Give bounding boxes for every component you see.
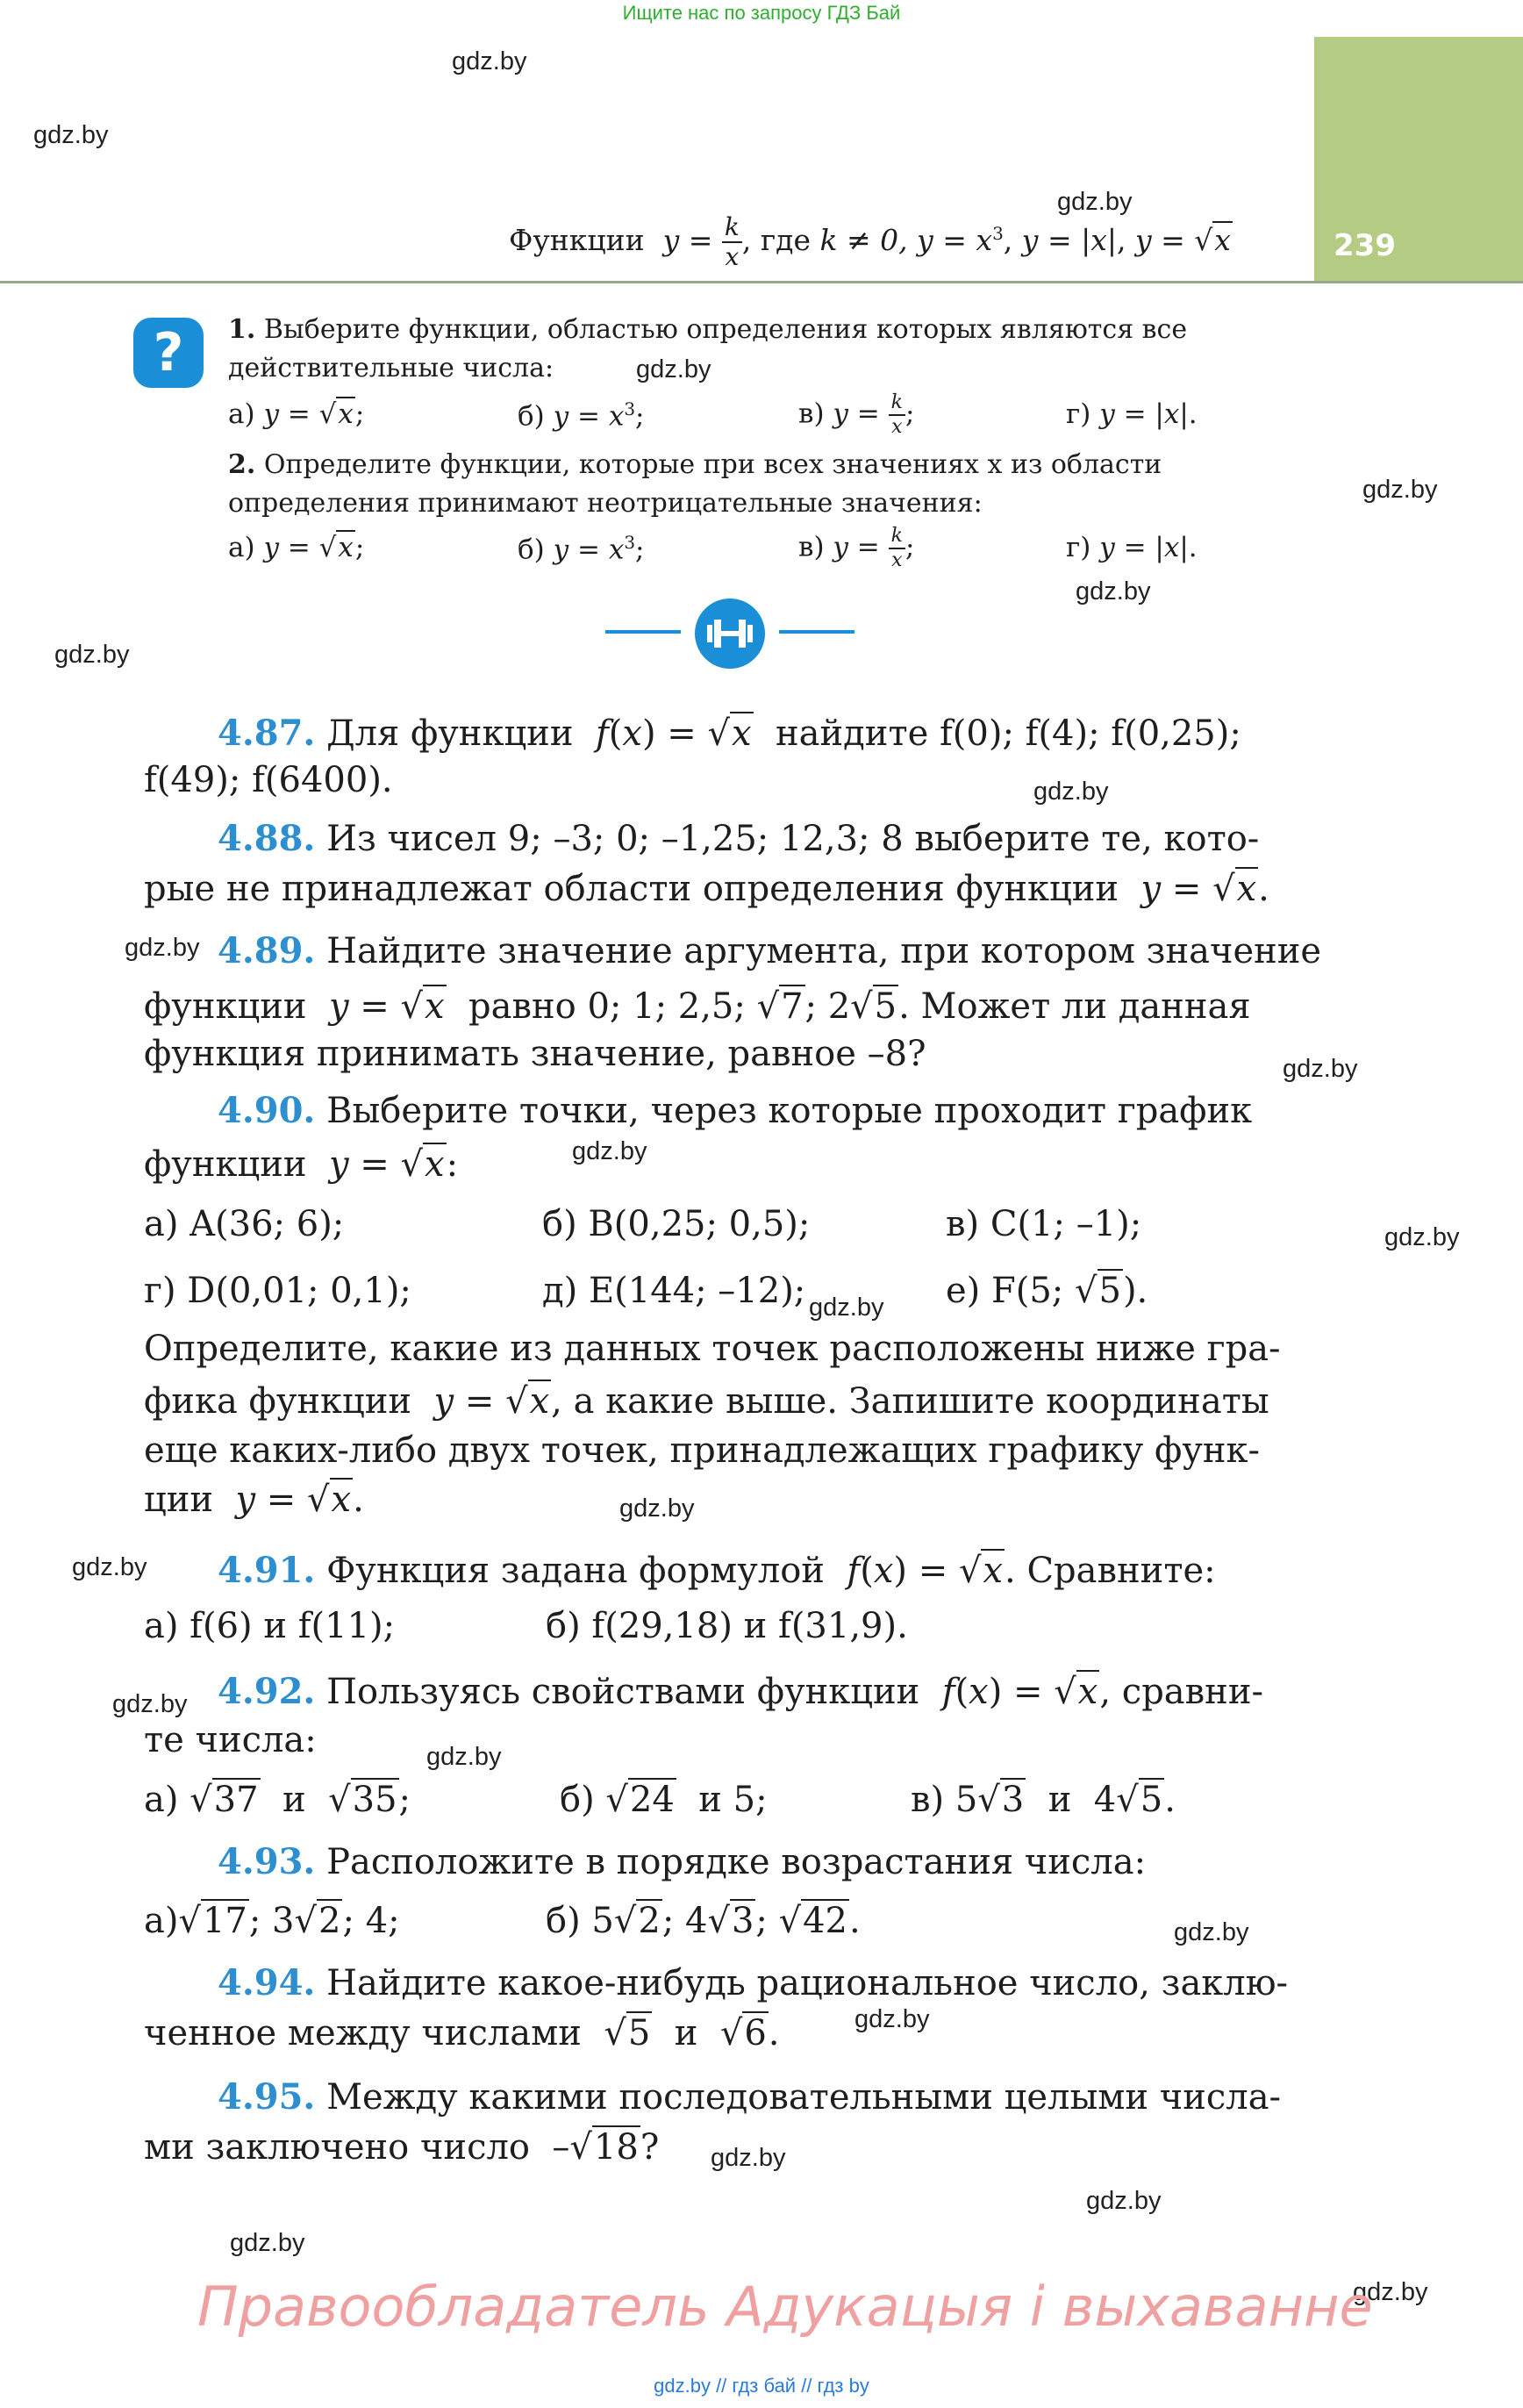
watermark: gdz.by bbox=[1057, 188, 1133, 216]
watermark: gdz.by bbox=[54, 641, 130, 669]
exercise-4-95-line2: ми заключено число –√18? bbox=[144, 2127, 660, 2168]
dumbbell-icon bbox=[695, 598, 765, 669]
watermark: gdz.by bbox=[1362, 476, 1438, 504]
watermark: gdz.by bbox=[1086, 2187, 1162, 2215]
exercise-4-89-line3: функция принимать значение, равное –8? bbox=[144, 1034, 926, 1074]
watermark: gdz.by bbox=[1174, 1918, 1249, 1946]
exercise-4-93-line1: 4.93. Расположите в порядке возрастания числа: bbox=[218, 1841, 1147, 1882]
q2-option-g: г) y = |x|. bbox=[1066, 532, 1198, 563]
watermark: gdz.by bbox=[1283, 1055, 1358, 1083]
exercise-4-90-point-g: г) D(0,01; 0,1); bbox=[144, 1271, 411, 1311]
watermark: gdz.by bbox=[72, 1553, 147, 1581]
copyright-watermark: Правообладатель Адукацыя і выхаванне bbox=[197, 2275, 1373, 2339]
exercise-4-88-line2: рые не принадлежат области определения функции y = √x. bbox=[144, 869, 1269, 909]
top-banner[interactable]: Ищите нас по запросу ГДЗ Бай bbox=[622, 2, 901, 24]
exercise-4-92-b: б) √24 и 5; bbox=[560, 1780, 768, 1820]
q1-option-a: а) y = √x; bbox=[228, 398, 365, 430]
q1-option-v: в) y = $\frac{k}{x}$ ; bbox=[798, 391, 915, 438]
exercise-4-90-line4: фика функции y = √x, а какие выше. Запишите координаты bbox=[144, 1381, 1269, 1422]
header-title: Функции y = $\frac{k}{x}$ , где k ≠ 0, $y = x^3$, y = |x|, y = √x bbox=[509, 212, 1231, 271]
exercise-4-90-point-e: е) F(5; √5). bbox=[946, 1271, 1148, 1311]
exercise-4-90-line2: функции y = √x: bbox=[144, 1144, 459, 1185]
question-icon: ? bbox=[133, 318, 204, 388]
exercise-4-89-line1: 4.89. Найдите значение аргумента, при котором значение bbox=[218, 930, 1322, 971]
exercise-4-90-point-b: б) B(0,25; 0,5); bbox=[542, 1204, 811, 1244]
exercise-4-90-point-d: д) E(144; –12); bbox=[542, 1271, 806, 1311]
exercise-4-90-line3: Определите, какие из данных точек расположены ниже гра- bbox=[144, 1329, 1281, 1369]
exercise-4-90-point-a: а) A(36; 6); bbox=[144, 1204, 345, 1244]
watermark: gdz.by bbox=[452, 47, 527, 75]
watermark: gdz.by bbox=[1353, 2278, 1428, 2306]
watermark: gdz.by bbox=[33, 121, 109, 149]
exercise-4-94-line2: ченное между числами √5 и √6. bbox=[144, 2013, 780, 2053]
exercise-4-90-point-v: в) C(1; –1); bbox=[946, 1204, 1142, 1244]
question-2-line2: определения принимают неотрицательные значения: bbox=[228, 488, 983, 519]
question-1-line2: действительные числа: bbox=[228, 353, 554, 383]
watermark: gdz.by bbox=[1033, 778, 1109, 806]
exercise-4-91-a: а) f(6) и f(11); bbox=[144, 1606, 396, 1646]
exercise-4-95-line1: 4.95. Между какими последовательными целыми числа- bbox=[218, 2076, 1282, 2118]
watermark: gdz.by bbox=[636, 355, 711, 383]
exercise-4-90-line1: 4.90. Выберите точки, через которые проходит график bbox=[218, 1090, 1253, 1131]
exercise-4-92-a: а) √37 и √35; bbox=[144, 1780, 411, 1820]
watermark: gdz.by bbox=[619, 1494, 695, 1523]
exercise-4-92-line1: 4.92. Пользуясь свойствами функции f(x) = √x, сравни- bbox=[218, 1671, 1263, 1712]
page-number: 239 bbox=[1334, 228, 1396, 263]
exercise-4-93-b: б) 5√2; 4√3; √42. bbox=[546, 1901, 861, 1941]
question-1-line1: 1. Выберите функции, областью определения которых являются все bbox=[228, 314, 1188, 345]
q2-option-b: б) $y = x^3$; bbox=[518, 532, 645, 566]
divider-left bbox=[605, 630, 681, 634]
q2-option-v: в) y = $\frac{k}{x}$ ; bbox=[798, 525, 915, 571]
watermark: gdz.by bbox=[1076, 577, 1151, 606]
watermark: gdz.by bbox=[711, 2144, 786, 2172]
watermark: gdz.by bbox=[426, 1743, 502, 1771]
watermark: gdz.by bbox=[112, 1690, 188, 1718]
exercise-4-88-line1: 4.88. Из чисел 9; –3; 0; –1,25; 12,3; 8 выберите те, кото- bbox=[218, 818, 1260, 859]
watermark: gdz.by bbox=[125, 934, 200, 962]
divider-right bbox=[779, 630, 854, 634]
exercise-4-87-line2: f(49); f(6400). bbox=[144, 760, 393, 800]
exercise-4-92-v: в) 5√3 и 4√5. bbox=[911, 1780, 1176, 1820]
header-rule bbox=[0, 281, 1523, 283]
exercise-4-92-line2: те числа: bbox=[144, 1720, 317, 1760]
watermark: gdz.by bbox=[1384, 1223, 1460, 1251]
watermark: gdz.by bbox=[230, 2229, 305, 2257]
exercise-4-94-line1: 4.94. Найдите какое-нибудь рациональное число, заклю- bbox=[218, 1962, 1289, 2003]
q1-option-g: г) y = |x|. bbox=[1066, 398, 1198, 430]
watermark: gdz.by bbox=[809, 1294, 884, 1322]
q2-option-a: а) y = √x; bbox=[228, 532, 365, 563]
exercise-4-91-b: б) f(29,18) и f(31,9). bbox=[546, 1606, 908, 1646]
bottom-banner[interactable]: gdz.by // гдз бай // гдз by bbox=[654, 2375, 869, 2397]
exercise-4-93-a: а)√17; 3√2; 4; bbox=[144, 1901, 400, 1941]
exercise-4-90-line5: еще каких-либо двух точек, принадлежащих графику функ- bbox=[144, 1430, 1261, 1471]
exercise-4-87-line1: 4.87. Для функции f(x) = √x найдите f(0); f(4); f(0,25); bbox=[218, 713, 1241, 754]
exercise-4-90-line6: ции y = √x. bbox=[144, 1480, 364, 1520]
watermark: gdz.by bbox=[854, 2005, 930, 2033]
q1-option-b: б) $y = x^3$; bbox=[518, 398, 645, 433]
question-2-line1: 2. Определите функции, которые при всех значениях x из области bbox=[228, 449, 1162, 480]
exercise-4-89-line2: функции y = √x равно 0; 1; 2,5; √7; 2√5. Может ли данная bbox=[144, 986, 1251, 1027]
watermark: gdz.by bbox=[572, 1137, 647, 1165]
exercise-4-91-line1: 4.91. Функция задана формулой f(x) = √x. Сравните: bbox=[218, 1550, 1216, 1591]
